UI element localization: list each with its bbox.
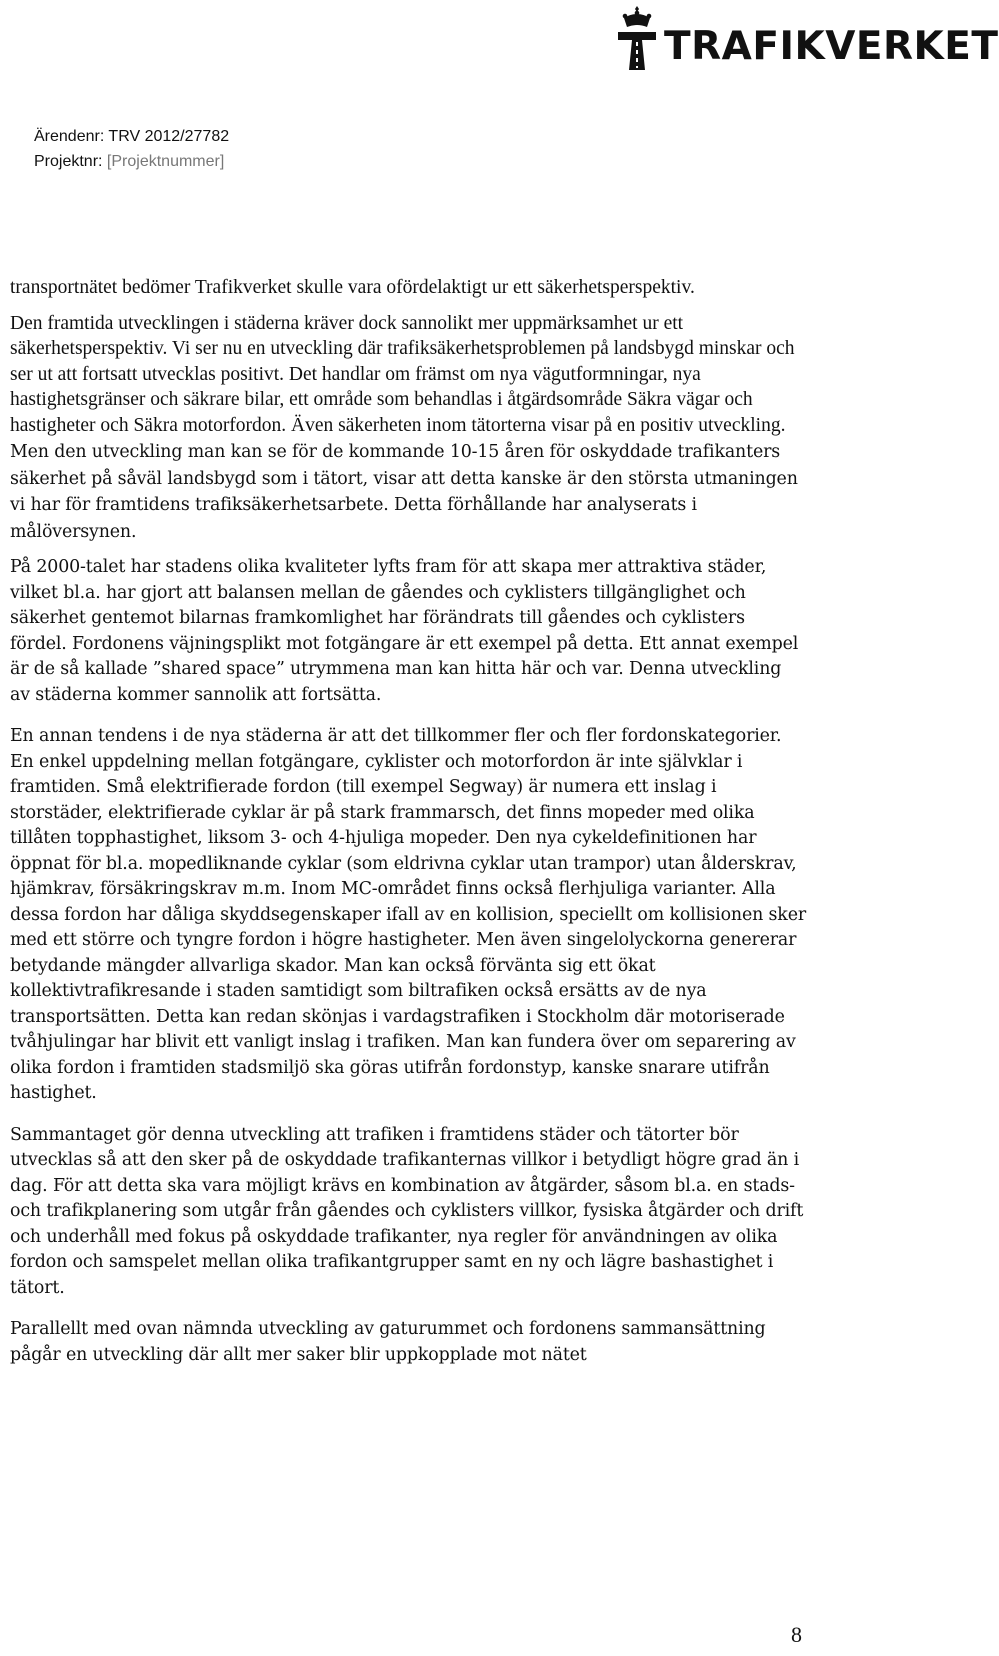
- paragraph-4: En annan tendens i de nya städerna är att det tillkommer fler och fler fordonskategorier. En enkel uppdelning mellan fotgängare, cyklister och motorfordon är inte självklar i framtiden. Små elektrifierade fordon (till exempel Segway) är numera ett inslag i storstäder, elektrifierade cyklar är på stark frammarsch, det finns mopeder med olika tillåten topphastighet, liksom 3- och 4-hjuliga mopeder. Den nya cykeldefinitionen har öppnat för bl.a. mopedliknande cyklar (som eldrivna cyklar utan trampor) utan ålderskrav, hjämkrav, försäkringskrav m.m. Inom MC-området finns också flerhjuliga varianter. Alla dessa fordon har dåliga skyddsegenskaper ifall av en kollision, speciellt om kollisionen sker med ett större och tyngre fordon i högre hastigheter. Men även singelolyckorna genererar betydande mängder allvarliga skador. Man kan också förvänta sig ett ökat kollektivtrafikresande i staden samtidigt som biltrafiken också ersätts av de nya transportsätten. Detta kan redan skönjas i vardagstrafiken i Stockholm där motoriserade tvåhjulingar har blivit ett vanligt inslag i trafiken. Man kan fundera över om separering av olika fordon i framtiden stadsmiljö ska göras utifrån fordonstyp, kanske snarare utifrån hastighet.: [10, 726, 806, 1103]
- paragraph-3: På 2000-talet har stadens olika kvaliteter lyfts fram för att skapa mer attraktiva städer, vilket bl.a. har gjort att balansen mellan de gåendes och cyklisters tillgänglighet och säkerhet gentemot bilarnas framkomlighet har förändrats till gåendes och cyklisters fördel. Fordonens väjningsplikt mot fotgängare är ett exempel på detta. Ett annat exempel är de så kallade ”shared space” utrymmena man kan hitta här och var. Denna utveckling av städerna kommer sannolik att fortsätta.: [10, 557, 799, 705]
- logo-wordmark: TRAFIKVERKET: [664, 24, 999, 69]
- paragraph-1: transportnätet bedömer Trafikverket skulle vara ofördelaktigt ur ett säkerhetsperspektiv.: [10, 277, 695, 298]
- page-number: 8: [791, 1622, 802, 1647]
- project-placeholder: [Projektnummer]: [106, 153, 225, 170]
- paragraph-2-part-b: Men den utveckling man kan se för de kommande 10-15 åren för oskyddade trafikanters säkerhet på såväl landsbygd som i tätort, visar att detta kanske är den största utmaningen vi har för framtidens trafiksäkerhetsarbete. Detta förhållande har analyserats i målöversynen.: [10, 442, 798, 542]
- crown-emblem-icon: [614, 4, 660, 74]
- document-meta: [34, 124, 229, 174]
- project-number: [34, 149, 229, 174]
- arende-number: Ärendenr: TRV 2012/27782: [34, 128, 230, 145]
- project-label: Projektnr:: [34, 153, 103, 170]
- paragraph-2-part-a: Den framtida utvecklingen i städerna kräver dock sannolikt mer uppmärksamhet ur ett säkerhetsperspektiv. Vi ser nu en utveckling där trafiksäkerhetsproblemen på landsbygd minskar och ser ut att fortsatt utvecklas positivt. Det handlar om främst om nya vägutformningar, nya hastighetsgränser och säkrare bilar, ett område som behandlas i åtgärdsområde Säkra vägar och hastigheter och Säkra motorfordon. Även säkerheten inom tätorterna visar på en positiv utveckling.: [10, 312, 795, 436]
- paragraph-5: Sammantaget gör denna utveckling att trafiken i framtidens städer och tätorter bör utvecklas så att den sker på de oskyddade trafikanternas villkor i betydligt högre grad än i dag. För att detta ska vara möjligt krävs en kombination av åtgärder, såsom bl.a. en stads- och trafikplanering som utgår från gåendes och cyklisters villkor, fysiska åtgärder och drift och underhåll med fokus på oskyddade trafikanter, nya regler för användningen av olika fordon och samspelet mellan olika trafikantgrupper samt en ny och lägre bashastighet i tätort.: [10, 1124, 804, 1298]
- trafikverket-logo: [614, 4, 999, 76]
- paragraph-2: [10, 311, 806, 546]
- paragraph-6: Parallellt med ovan nämnda utveckling av gaturummet och fordonens sammansättning pågår en utveckling där allt mer saker blir uppkopplade mot nätet: [10, 1319, 766, 1365]
- document-body: [10, 275, 806, 1384]
